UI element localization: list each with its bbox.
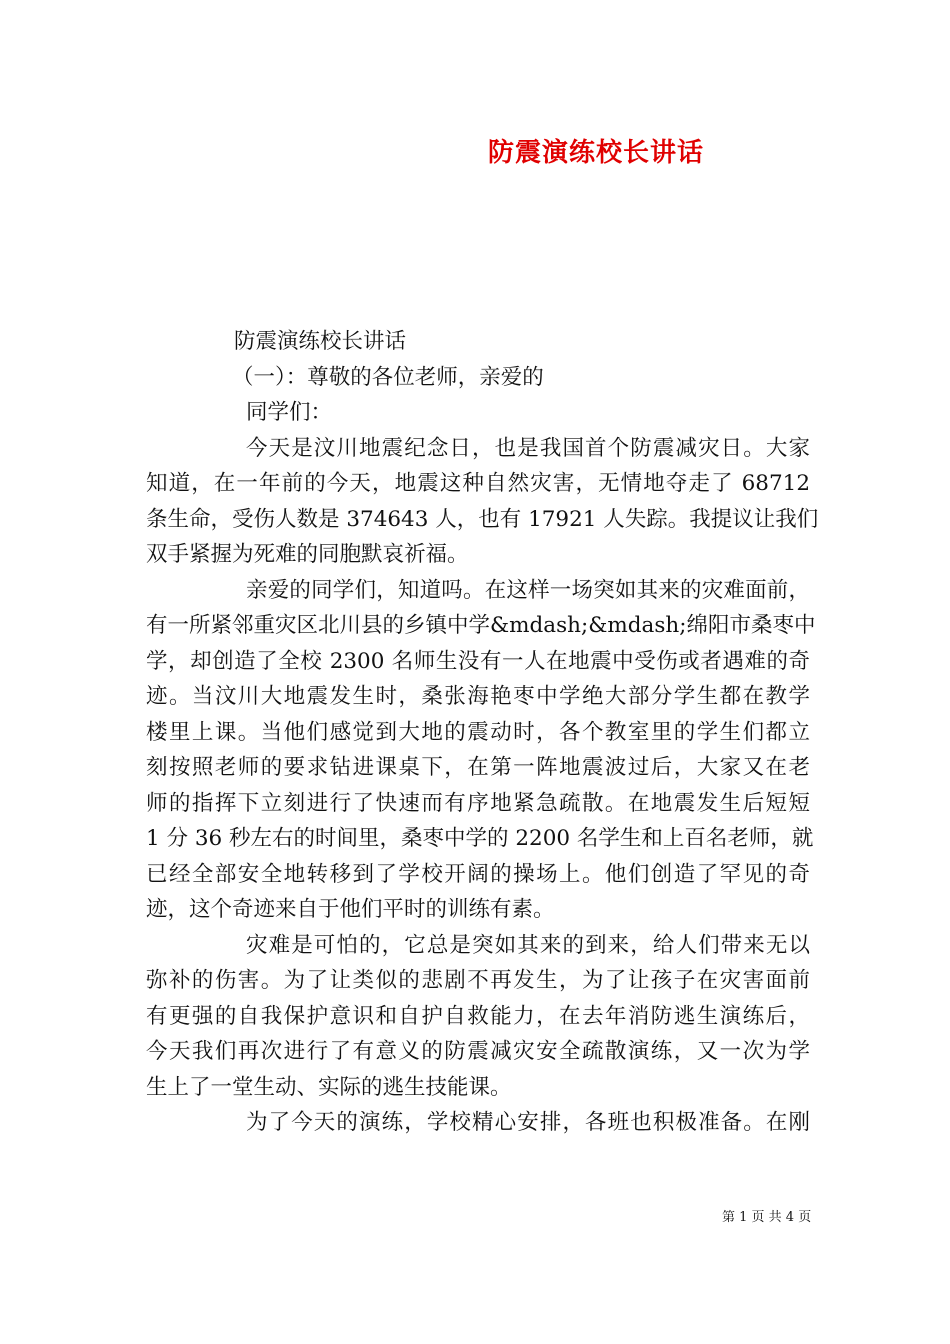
heading-line: （一）：尊敬的各位老师，亲爱的 (232, 364, 544, 390)
document-title: 防震演练校长讲话 (488, 138, 705, 168)
paragraph-line: 条生命，受伤人数是 374643 人，也有 17921 人失踪。我提议让我们 (146, 506, 819, 532)
paragraph-line: 有一所紧邻重灾区北川县的乡镇中学&mdash;&mdash;绵阳市桑枣中 (146, 613, 816, 638)
paragraph-line: 学，却创造了全校 2300 名师生没有一人在地震中受伤或者遇难的奇 (146, 648, 810, 674)
paragraph-line: 迹，这个奇迹来自于他们平时的训练有素。 (146, 897, 555, 922)
paragraph-line: 弥补的伤害。为了让类似的悲剧不再发生，为了让孩子在灾害面前 (146, 968, 810, 993)
paragraph-line: 知道，在一年前的今天，地震这种自然灾害，无情地夺走了 68712 (146, 471, 810, 496)
heading-line: 同学们： (246, 400, 333, 425)
paragraph-line: 师的指挥下立刻进行了快速而有序地紧急疏散。在地震发生后短短 (146, 790, 810, 816)
paragraph-line: 楼里上课。当他们感觉到大地的震动时，各个教室里的学生们都立 (146, 719, 810, 745)
heading-line: 防震演练校长讲话 (234, 329, 407, 354)
paragraph-line: 双手紧握为死难的同胞默哀祈福。 (146, 542, 469, 567)
paragraph-line: 已经全部安全地转移到了学校开阔的操场上。他们创造了罕见的奇 (146, 861, 810, 887)
paragraph-line: 亲爱的同学们，知道吗。在这样一场突如其来的灾难面前， (246, 577, 810, 603)
paragraph-line: 迹。当汶川大地震发生时，桑张海艳枣中学绝大部分学生都在教学 (146, 684, 810, 709)
paragraph-line: 1 分 36 秒左右的时间里，桑枣中学的 2200 名学生和上百名老师，就 (146, 826, 814, 851)
paragraph-line: 为了今天的演练，学校精心安排，各班也积极准备。在刚 (246, 1110, 810, 1135)
paragraph-line: 生上了一堂生动、实际的逃生技能课。 (146, 1074, 512, 1100)
paragraph-line: 有更强的自我保护意识和自护自救能力，在去年消防逃生演练后， (146, 1003, 810, 1029)
paragraph-line: 今天是汶川地震纪念日，也是我国首个防震减灾日。大家 (246, 435, 810, 461)
paragraph-line: 刻按照老师的要求钻进课桌下，在第一阵地震波过后，大家又在老 (146, 755, 810, 780)
document-body (146, 324, 819, 1141)
page-number-footer: 第 1 页 共 4 页 (722, 1210, 812, 1225)
paragraph-line: 灾难是可怕的，它总是突如其来的到来，给人们带来无以 (246, 932, 810, 958)
paragraph-line: 今天我们再次进行了有意义的防震减灾安全疏散演练，又一次为学 (146, 1039, 810, 1064)
